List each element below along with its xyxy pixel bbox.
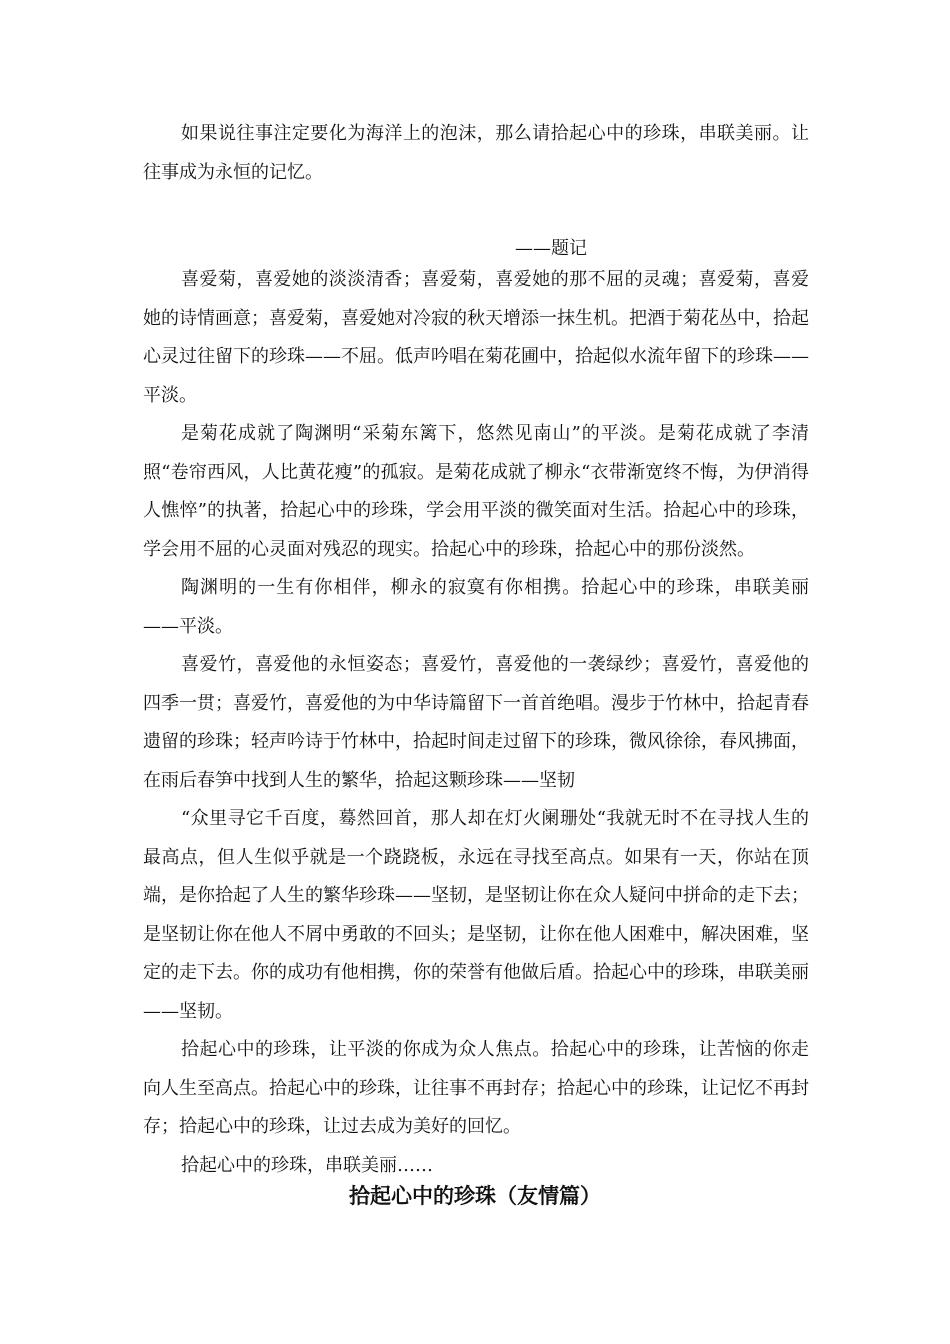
inscription: ——题记 <box>515 238 587 259</box>
paragraph-poets: 是菊花成就了陶渊明“采菊东篱下，悠然见南山”的平淡。是菊花成就了李清照“卷帘西风，人比黄花瘦”的孤寂。是菊花成就了柳永“衣带渐宽终不悔，为伊消得人憔悴”的执著，拾起心中的珍珠，学会用平淡的微笑面对生活。拾起心中的珍珠，学会用不屈的心灵面对残忍的现实。拾起心中的珍珠，拾起心中的那份淡然。 <box>143 423 809 560</box>
epigraph-block <box>143 115 809 192</box>
section-title: 拾起心中的珍珠（友情篇） <box>349 1184 601 1208</box>
paragraph-conclusion: 拾起心中的珍珠，让平淡的你成为众人焦点。拾起心中的珍珠，让苦恼的你走向人生至高点。拾起心中的珍珠，让往事不再封存；拾起心中的珍珠，让记忆不再封存；拾起心中的珍珠，让过去成为美好的回忆。 <box>143 1039 809 1137</box>
paragraph-companions: 陶渊明的一生有你相伴，柳永的寂寞有你相携。拾起心中的珍珠，串联美丽——平淡。 <box>143 577 809 637</box>
body-text <box>143 261 809 1185</box>
paragraph-bamboo: 喜爱竹，喜爱他的永恒姿态；喜爱竹，喜爱他的一袭绿纱；喜爱竹，喜爱他的四季一贯；喜爱竹，喜爱他的为中华诗篇留下一首首绝唱。漫步于竹林中，拾起青春遗留的珍珠；轻声吟诗于竹林中，拾起时间走过留下的珍珠，微风徐徐，春风拂面，在雨后春笋中找到人生的繁华，拾起这颗珍珠——坚韧 <box>143 654 809 791</box>
paragraph-perseverance: “众里寻它千百度，蓦然回首，那人却在灯火阑珊处“我就无时不在寻找人生的最高点，但人生似乎就是一个跷跷板，永远在寻找至高点。如果有一天，你站在顶端，是你拾起了人生的繁华珍珠——坚韧，是坚韧让你在众人疑问中拼命的走下去；是坚韧让你在他人不屑中勇敢的不回头；是坚韧，让你在他人困难中，解决困难，坚定的走下去。你的成功有他相携，你的荣誉有他做后盾。拾起心中的珍珠，串联美丽——坚韧。 <box>143 808 809 1022</box>
paragraph-closing: 拾起心中的珍珠，串联美丽…… <box>181 1154 433 1176</box>
epigraph-paragraph: 如果说往事注定要化为海洋上的泡沫，那么请拾起心中的珍珠，串联美丽。让往事成为永恒的记忆。 <box>143 123 809 183</box>
paragraph-chrysanthemum: 喜爱菊，喜爱她的淡淡清香；喜爱菊，喜爱她的那不屈的灵魂；喜爱菊，喜爱她的诗情画意；喜爱菊，喜爱她对冷寂的秋天增添一抹生机。把酒于菊花丛中，拾起心灵过往留下的珍珠——不屈。低声吟唱在菊花圃中，拾起似水流年留下的珍珠——平淡。 <box>143 269 809 406</box>
